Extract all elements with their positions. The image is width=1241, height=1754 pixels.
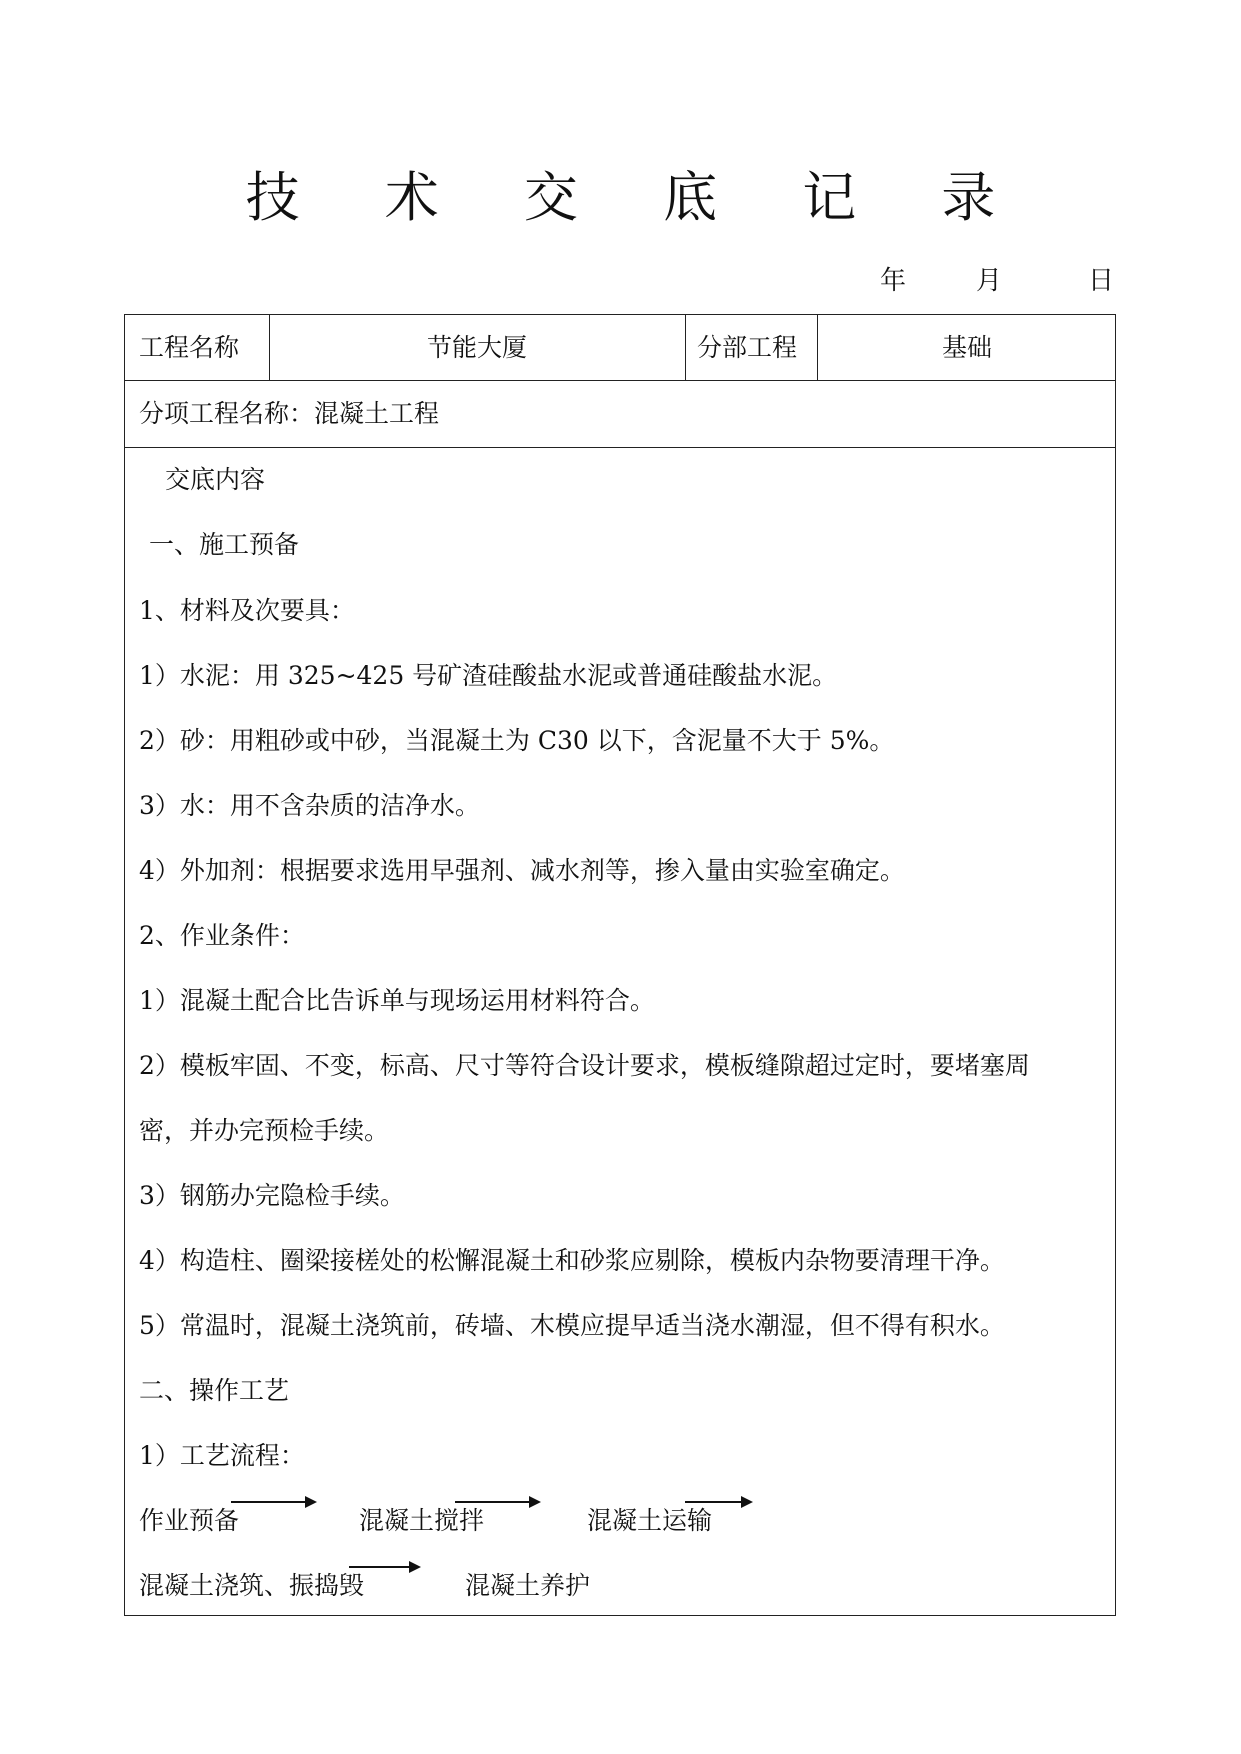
date-month-label: 月 [976,266,1003,296]
date-day-label: 日 [1088,266,1115,296]
row-divider [125,447,1115,448]
content-line: 2、作业条件： [139,921,305,950]
flow-step: 混凝土浇筑、振捣毁 [139,1571,365,1600]
flow-arrow [231,1501,315,1503]
flow-arrow [349,1566,419,1568]
content-line: 1）工艺流程： [139,1441,305,1470]
content-line: 5）常温时，混凝土浇筑前，砖墙、木模应提早适当浇水潮湿，但不得有积水。 [139,1311,1005,1340]
disclosure-table [124,314,1116,1616]
division-label: 分部工程 [697,333,798,362]
content-line: 4）外加剂：根据要求选用早强剂、减水剂等，掺入量由实验室确定。 [139,856,905,885]
flow-step: 混凝土搅拌 [359,1506,485,1535]
document-title: 技 术 交 底 记 录 [245,166,1030,229]
flow-step: 混凝土养护 [465,1571,591,1600]
subitem-name: 分项工程名称：混凝土工程 [139,399,440,428]
project-name-label: 工程名称 [139,333,240,362]
content-line: 3）钢筋办完隐检手续。 [139,1181,405,1210]
flow-arrow [685,1501,751,1503]
content-line: 1、材料及次要具： [139,596,355,625]
content-line: 1）水泥：用 325~425 号矿渣硅酸盐水泥或普通硅酸盐水泥。 [139,661,838,690]
flow-arrow [455,1501,539,1503]
col-divider [685,315,686,380]
content-line: 3）水：用不含杂质的洁净水。 [139,791,480,820]
content-line: 一、施工预备 [149,530,300,559]
flow-step: 作业预备 [139,1506,240,1535]
date-year-label: 年 [880,266,907,296]
content-line: 2）砂：用粗砂或中砂，当混凝土为 C30 以下，含泥量不大于 5%。 [139,726,895,755]
row-divider [125,380,1115,381]
content-line: 4）构造柱、圈梁接槎处的松懈混凝土和砂浆应剔除，模板内杂物要清理干净。 [139,1246,1005,1275]
content-heading: 交底内容 [165,465,266,494]
content-line: 密，并办完预检手续。 [139,1116,390,1145]
content-line: 2）模板牢固、不变，标高、尺寸等符合设计要求，模板缝隙超过定时，要堵塞周 [139,1051,1030,1080]
content-line: 二、操作工艺 [139,1376,290,1405]
division-value: 基础 [941,333,992,362]
flow-step: 混凝土运输 [587,1506,713,1535]
project-name-value: 节能大厦 [426,333,527,362]
content-line: 1）混凝土配合比告诉单与现场运用材料符合。 [139,986,655,1015]
